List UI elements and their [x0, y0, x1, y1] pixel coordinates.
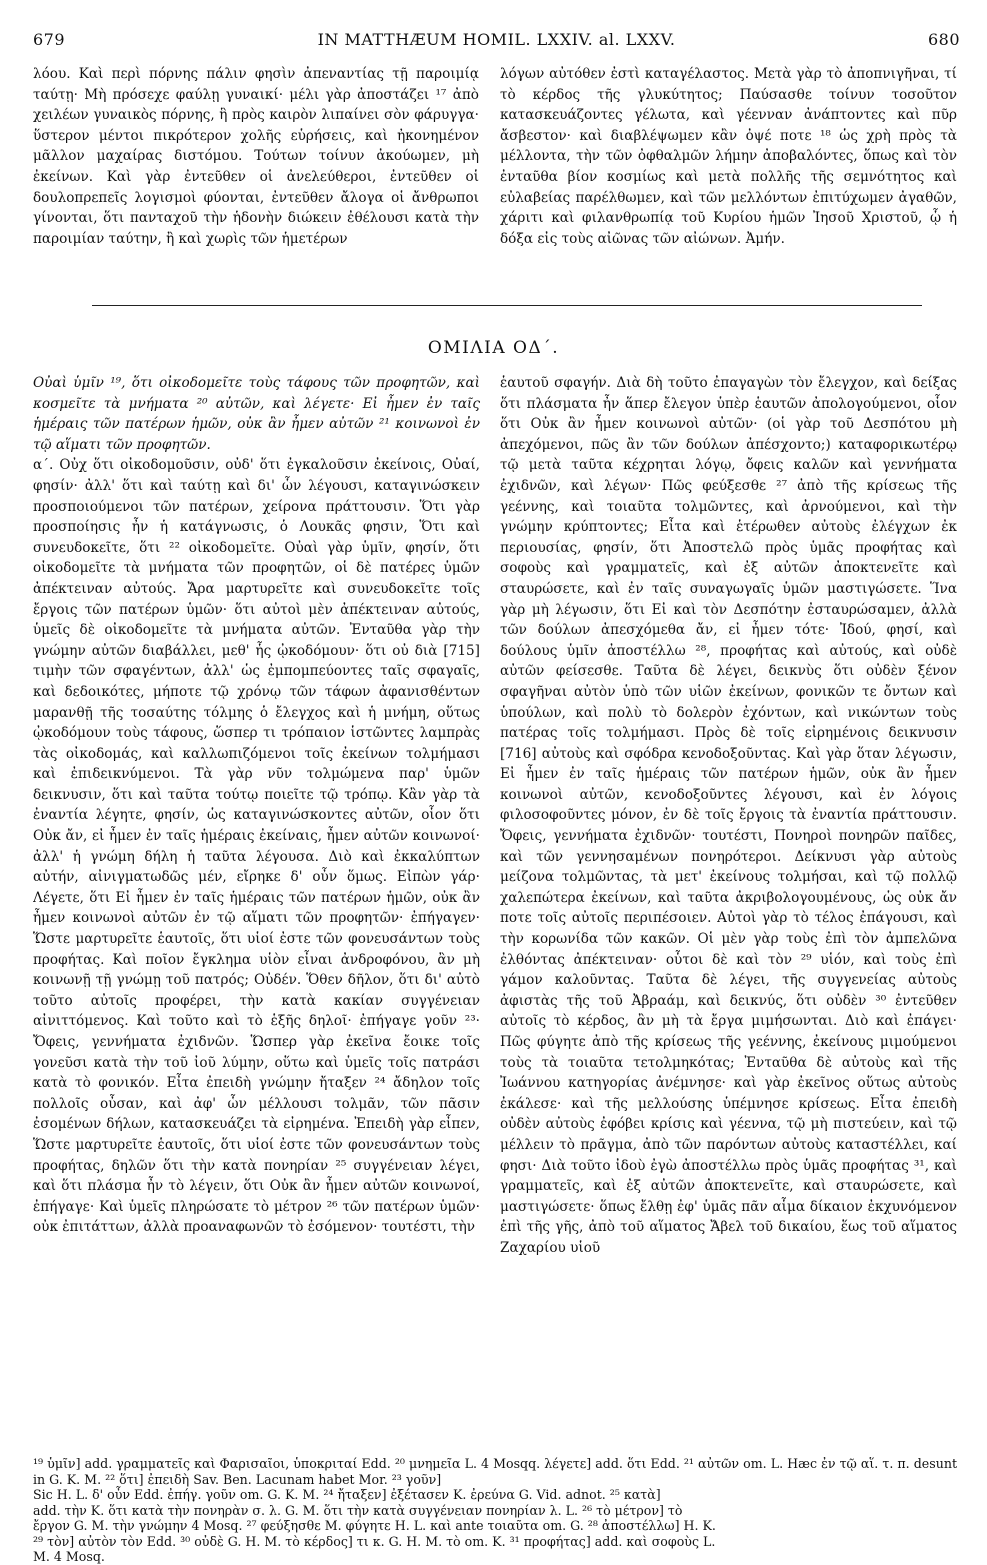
top-right-column [500, 64, 957, 298]
main-left-column [33, 373, 480, 1465]
footnote-line: add. τὴν K. ὅτι κατὰ τὴν πονηρὰν σ. λ. G. M. ὅτι τὴν κατὰ συγγένειαν πονηρίαν λ. L. ²⁶ τὸ μέτρον] τὸ [33, 1502, 683, 1518]
main-left-paragraph: α΄. Οὐχ ὅτι οἰκοδομοῦσιν, οὐδ' ὅτι ἐγκαλοῦσιν ἐκείνοις, Οὐαί, φησίν· ἀλλ' ὅτι καὶ ταύτῃ καὶ δι' ὧν λέγουσι, καταγινώσκειν προσποιούμενοι τῶν πατέρων, χείρονα πράττουσιν. Ὅτι γὰρ προσποίησις ἦν ἡ κατάγνωσις, ὁ Λουκᾶς φησιν, Ὅτι καὶ συνευδοκεῖτε, ὅτι ²² οἰκοδομεῖτε. Οὐαὶ γὰρ ὑμῖν, φησίν, ὅτι οἰκοδομεῖτε τὰ μνήματα τῶν προφητῶν, οἱ δὲ πατέρες ὑμῶν ἀπέκτειναν αὐτούς. Ἄρα μαρτυρεῖτε καὶ συνευδοκεῖτε τοῖς ἔργοις τῶν πατέρων ὑμῶν· ὅτι αὐτοὶ μὲν ἀπέκτειναν αὐτούς, ὑμεῖς δὲ οἰκοδομεῖτε τὰ μνήματα αὐτῶν. Ἐνταῦθα γὰρ τὴν γνώμην αὐτῶν διαβάλλει, μεθ' ἧς ᾠκοδόμουν· ὅτι οὐ διὰ [715] τιμὴν τῶν σφαγέντων, ἀλλ' ὡς ἐμπομπεύοντες ταῖς σφαγαῖς, καὶ δεδοικότες, μήποτε τῷ χρόνῳ τῶν τάφων ἀφανισθέντων μαρανθῇ τῆς τοσαύτης τόλμης ὁ ἔλεγχος καὶ ἡ μνήμη, οὕτως ᾠκοδόμουν τοὺς τάφους, ὥσπερ τι τρόπαιον ἱστῶντες λαμπρὰς τὰς οἰκοδομάς, καὶ καλλωπιζόμενοι τοῖς ἐκείνων τολμήμασι καὶ ἐπιδεικνύμενοι. Τὰ γὰρ νῦν τολμώμενα παρ' ὑμῶν δεικνυσιν, ὅτι καὶ ταῦτα τούτῳ ποιεῖτε τῷ τρόπῳ. Κἂν γὰρ τὰ ἐναντία λέγητε, φησίν, ὡς καταγινώσκοντες αὐτῶν, οἷον ὅτι Οὐκ ἄν, εἰ ἦμεν ἐν ταῖς ἡμέραις ἐκείναις, ἦμεν αὐτῶν κοινωνοί· ἀλλ' ἡ γνώμη δήλη ἡ ταῦτα λέγουσα. Διὸ καὶ ἐκκαλύπτων αὐτήν, αἰνιγματωδῶς μέν, εἴρηκε δ' οὖν ὅμως. Εἰπὼν γάρ· Λέγετε, ὅτι Εἰ ἦμεν ἐν ταῖς ἡμέραις τῶν πατέρων ἡμῶν, οὐκ ἂν ἦμεν κοινωνοὶ αὐτῶν ἐν τῷ αἵματι τῶν προφητῶν· ἐπήγαγεν· Ὥστε μαρτυρεῖτε ἑαυτοῖς, ὅτι υἱοί ἐστε τῶν φονευσάντων τοὺς προφήτας. Καὶ ποῖον ἔγκλημα υἱὸν εἶναι ἀνδροφόνου, ἂν μὴ κοινωνῇ τῇ γνώμῃ τοῦ πατρός; Οὐδέν. Ὅθεν δῆλον, ὅτι δι' αὐτὸ τοῦτο αὐτοῖς προφέρει, τὴν κατὰ κακίαν συγγένειαν αἰνιττόμενος. Καὶ τοῦτο καὶ τὸ ἑξῆς δηλοῖ· ἐπήγαγε γοῦν ²³· Ὄφεις, γεννήματα ἐχιδνῶν. Ὥσπερ γὰρ ἐκεῖνα ἔοικε τοῖς γονεῦσι κατὰ τὴν τοῦ ἰοῦ λύμην, οὕτω καὶ ὑμεῖς τοῖς πατράσι κατὰ τὸ φονικόν. Εἶτα ἐπειδὴ γνώμην ἤταξεν ²⁴ ἄδηλον τοῖς πολλοῖς οὖσαν, καὶ ἀφ' ὧν μέλλουσι τολμᾶν, τῶν πᾶσιν ἐσομένων δήλων, κατασκευάζει τὰ εἰρημένα. Ἐπειδὴ γὰρ εἶπεν, Ὥστε μαρτυρεῖτε ἑαυτοῖς, ὅτι υἱοί ἐστε τῶν φονευσάντων τοὺς προφήτας, δηλῶν ὅτι τὴν κατὰ πονηρίαν ²⁵ συγγένειαν λέγει, καὶ ὅτι πλάσμα ἦν τὸ λέγειν, ὅτι Οὐκ ἂν ἦμεν αὐτῶν κοινωνοί, ἐπήγαγε· Καὶ ὑμεῖς πληρώσατε τὸ μέτρον ²⁶ τῶν πατέρων ὑμῶν· οὐκ ἐπιτάττων, ἀλλὰ προαναφωνῶν τὸ ἐσόμενον· τουτέστι, τὴν [33, 457, 480, 1236]
page-number-right: 680 [927, 30, 960, 49]
footnote-line: ²⁹ τὸν] αὐτὸν τὸν Edd. ³⁰ οὐδὲ G. H. M. τὸ κέρδος] τι κ. G. H. M. τὸ om. K. ³¹ προφήτας] add. καὶ σοφοὺς L. [33, 1533, 716, 1549]
footnotes [33, 1456, 957, 1565]
running-header [33, 30, 960, 58]
footnote-line: ¹⁹ ὑμῖν] add. γραμματεῖς καὶ Φαρισαῖοι, ὑποκριταί Edd. ²⁰ μνημεῖα L. 4 Mosqq. λέγετε] add. ὅτι Edd. ²¹ αὐτῶν om. L. Hæc ἐν τῷ αἵ. τ. π. desunt in G. K. M. ²² ὅτι] ἐπειδὴ Sav. Ben. Lacunam habet Mor. ²³ γοῦν] [33, 1456, 957, 1487]
footnote-line: Sic H. L. δ' οὖν Edd. ἐπήγ. γοῦν om. G. K. M. ²⁴ ἤταξεν] ἐξέτασεν K. ἐρεύνα G. Vid. adnot. ²⁵ κατὰ] [33, 1487, 661, 1502]
footnote-line: M. 4 Mosq. [33, 1549, 105, 1564]
top-left-column [33, 64, 479, 298]
scripture-lemma: Οὐαὶ ὑμῖν ¹⁹, ὅτι οἰκοδομεῖτε τοὺς τάφους τῶν προφητῶν, καὶ κοσμεῖτε τὰ μνήματα ²⁰ αὐτῶν, καὶ λέγετε· Εἰ ἦμεν ἐν ταῖς ἡμέραις τῶν πατέρων ἡμῶν, οὐκ ἂν ἦμεν αὐτῶν ²¹ κοινωνοὶ ἐν τῷ αἵματι τῶν προφητῶν. [33, 375, 480, 453]
footnote-line: ἔργον G. M. τὴν γνώμην 4 Mosq. ²⁷ φεύξησθε M. φύγητε H. L. καὶ ante τοιαῦτα om. G. ²⁸ ἀποστέλλω] H. K. [33, 1518, 716, 1533]
section-divider [92, 305, 922, 306]
running-title: IN MATTHÆUM HOMIL. LXXIV. al. LXXV. [317, 30, 676, 49]
top-right-paragraph: λόγων αὐτόθεν ἐστὶ καταγέλαστος. Μετὰ γὰρ τὸ ἀποπνιγῆναι, τί τὸ κέρδος τῆς γλυκύτητος; Παύσασθε τοίνυν τοσοῦτον κατασκευάζοντες γέλωτα, καὶ γέενναν ἀνάπτοντες καὶ πῦρ ἄσβεστον· καὶ διαβλέψωμεν κἂν ὀψέ ποτε ¹⁸ ὡς χρὴ πρὸς τὰ μέλλοντα, τὴν τῶν ὀφθαλμῶν λήμην ἀποβαλόντες, ὅπως καὶ τὸν ἐνταῦθα βίον κοσμίως καὶ μετὰ πολλῆς τῆς σεμνότητος καὶ εὐλαβείας παρέλθωμεν, καὶ τῶν μελλόντων ἐπιτύχωμεν ἀγαθῶν, χάριτι καὶ φιλανθρωπίᾳ τοῦ Κυρίου ἡμῶν Ἰησοῦ Χριστοῦ, ᾧ ἡ δόξα εἰς τοὺς αἰῶνας τῶν αἰώνων. Ἀμήν. [500, 66, 957, 247]
homily-title: ΟΜΙΛΙΑ ΟΔ΄. [427, 338, 560, 358]
page-number-left: 679 [33, 30, 66, 49]
main-right-column [500, 373, 957, 1465]
top-left-paragraph: λόου. Καὶ περὶ πόρνης πάλιν φησὶν ἀπεναντίας τῇ παροιμίᾳ ταύτῃ· Μὴ πρόσεχε φαύλῃ γυναικί· μέλι γὰρ ἀποστάζει ¹⁷ ἀπὸ χειλέων γυναικὸς πόρνης, ἣ πρὸς καιρὸν λιπαίνει σὸν φάρυγγα· ὕστερον μέντοι πικρότερον χολῆς εὑρήσεις, καὶ ἠκονημένον μᾶλλον μαχαίρας διστόμου. Τούτων τοίνυν ἀκούωμεν, μὴ ἐκείνων. Καὶ γὰρ ἐντεῦθεν οἱ ἀνελεύθεροι, ἐντεῦθεν οἱ δουλοπρεπεῖς λογισμοὶ φύονται, ἐντεῦθεν ἄλογα οἱ ἄνθρωποι γίνονται, ὅτι πανταχοῦ τὴν ἡδονὴν διώκειν ἐθέλουσι κατὰ τὴν παροιμίαν ταύτην, ἢ καὶ χωρὶς τῶν ἡμετέρων [33, 66, 479, 247]
main-right-paragraph: ἑαυτοῦ σφαγήν. Διὰ δὴ τοῦτο ἐπαγαγὼν τὸν ἔλεγχον, καὶ δείξας ὅτι πλάσματα ἦν ἅπερ ἔλεγον ὑπὲρ ἑαυτῶν ἀπολογούμενοι, οἷον ὅτι Οὐκ ἂν ἦμεν κοινωνοὶ αὐτῶν· (οἱ γὰρ τοῦ Δεσπότου μὴ ἀπεχόμενοι, πῶς ἂν τῶν δούλων ἀπέσχοντο;) καταφορικωτέρῳ τῷ μετὰ ταῦτα κέχρηται λόγῳ, ὄφεις καλῶν καὶ γεννήματα ἐχιδνῶν, καὶ λέγων· Πῶς φεύξεσθε ²⁷ ἀπὸ τῆς κρίσεως τῆς γεέννης, καὶ τοιαῦτα τολμῶντες, καὶ ἀρνούμενοι, καὶ τὴν γνώμην κρύπτοντες; Εἶτα καὶ ἑτέρωθεν αὐτοὺς ἐλέγχων ἐκ περιουσίας, φησίν, ὅτι Ἀποστελῶ πρὸς ὑμᾶς προφήτας καὶ σοφοὺς καὶ γραμματεῖς, καὶ ἐξ αὐτῶν ἀποκτενεῖτε καὶ σταυρώσετε, καὶ ἐν ταῖς συναγωγαῖς ὑμῶν μαστιγώσετε. Ἵνα γὰρ μὴ λέγωσιν, ὅτι Εἰ καὶ τὸν Δεσπότην ἐσταυρώσαμεν, ἀλλὰ τῶν δούλων ἀπεσχόμεθα ἄν, εἰ ἦμεν τότε· Ἰδού, φησί, καὶ δούλους ὑμῖν ἀποστέλλω ²⁸, προφήτας καὶ αὐτούς, καὶ οὐδὲ αὐτῶν φείσεσθε. Ταῦτα δὲ λέγει, δεικνὺς ὅτι οὐδὲν ξένον σφαγῆναι αὐτὸν ὑπὸ τῶν υἱῶν ἐκείνων, φονικῶν τε ὄντων καὶ ὑπούλων, καὶ πολὺ τὸ δολερὸν ἐχόντων, καὶ νικώντων τοὺς πατέρας τοῖς τολμήμασι. Πρὸς δὲ τοῖς εἰρημένοις δεικνυσιν [716] αὐτοὺς καὶ σφόδρα κενοδοξοῦντας. Καὶ γὰρ ὅταν λέγωσιν, Εἰ ἦμεν ἐν ταῖς ἡμέραις τῶν πατέρων ἡμῶν, οὐκ ἂν ἦμεν κοινωνοὶ αὐτῶν, κενοδοξοῦντες λέγουσι, καὶ ἐν λόγοις φιλοσοφοῦντες μόνον, ἐν δὲ τοῖς ἔργοις τὰ ἐναντία πράττουσιν. Ὄφεις, γεννήματα ἐχιδνῶν· τουτέστι, Πονηροὶ πονηρῶν παῖδες, καὶ τῶν γεννησαμένων πονηρότεροι. Δείκνυσι γὰρ αὐτοὺς μείζονα τολμῶντας, τὰ μετ' ἐκείνους τολμήσαι, καὶ τῷ πολλῷ χαλεπώτερα ἐκείνων, καὶ ταῦτα ἀκριβολογουμένους, ὡς οὐκ ἄν ποτε τοῖς αὐτοῖς περιπέσοιεν. Αὐτοὶ γὰρ τὸ τέλος ἐπάγουσι, καὶ τὴν κορωνίδα τῶν κακῶν. Οἱ μὲν γὰρ τοὺς ἐπὶ τὸν ἀμπελῶνα ἐλθόντας ἀπέκτειναν· οὗτοι δὲ καὶ τὸν ²⁹ υἱόν, καὶ τοὺς ἐπὶ γάμον καλοῦντας. Ταῦτα δὲ λέγει, τῆς συγγενείας αὐτοὺς ἀφιστὰς τῆς τοῦ Ἀβραάμ, καὶ δεικνύς, ὅτι οὐδὲν ³⁰ ἐντεῦθεν αὐτοῖς τὸ κέρδος, ἂν μὴ τὰ ἔργα μιμήσωνται. Διὸ καὶ ἐπάγει· Πῶς φύγητε ἀπὸ τῆς κρίσεως τῆς γεέννης, ἐκείνους μιμούμενοι τοὺς τὰ τοιαῦτα τετολμηκότας; Ἐνταῦθα δὲ αὐτοὺς καὶ τῆς Ἰωάννου κατηγορίας ἀνέμνησε· καὶ γὰρ ἐκεῖνος οὕτως αὐτοὺς ἐκάλεσε· καὶ τῆς μελλούσης ὑπέμνησε κρίσεως. Εἶτα ἐπειδὴ οὐδὲν αὐτοὺς ἐφόβει κρίσις καὶ γέεννα, τῷ μὴ πιστεύειν, καὶ τῷ μέλλειν τὸ πρᾶγμα, ἀπὸ τῶν παρόντων αὐτοὺς καταστέλλει, καί φησι· Διὰ τοῦτο ἰδοὺ ἐγὼ ἀποστέλλω πρὸς ὑμᾶς προφήτας ³¹, καὶ γραμματεῖς, καὶ ἐξ αὐτῶν ἀποκτενεῖτε, καὶ σταυρώσετε, καὶ μαστιγώσετε· ὅπως ἔλθῃ ἐφ' ὑμᾶς πᾶν αἷμα δίκαιον ἐκχυνόμενον ἐπὶ τῆς γῆς, ἀπὸ τοῦ αἵματος Ἄβελ τοῦ δικαίου, ἕως τοῦ αἵματος Ζαχαρίου υἱοῦ [500, 375, 957, 1256]
